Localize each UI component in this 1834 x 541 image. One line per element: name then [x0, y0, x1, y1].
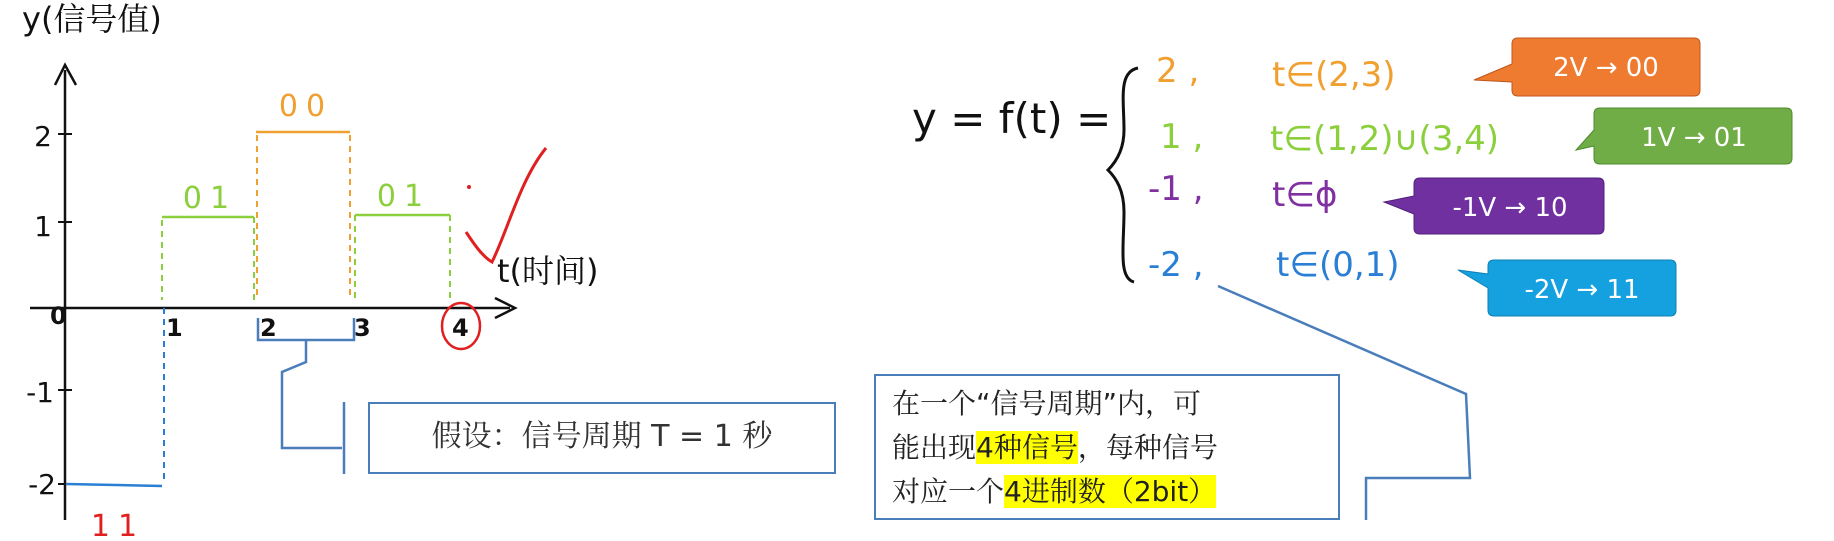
- y-tick-minus1: -1: [26, 376, 54, 409]
- y-tick-2: 2: [34, 120, 52, 153]
- callout-minus2v: [1458, 260, 1676, 316]
- case-value-1: 1 ,: [1160, 117, 1204, 157]
- y-tick-minus2: -2: [28, 468, 56, 501]
- assumption-text: 假设：信号周期 T = 1 秒: [431, 419, 773, 454]
- t-tick-1: 1: [166, 314, 183, 342]
- callout-2v-text: 2V → 00: [1553, 53, 1659, 83]
- note-highlight-4-signals: 4种信号: [976, 431, 1078, 464]
- note-line-2-pre: 能出现: [892, 431, 977, 464]
- callout-2v: [1474, 38, 1700, 96]
- note-line-1: 在一个“信号周期”内，可: [892, 387, 1202, 420]
- case-cond-minus1: t∈ϕ: [1272, 175, 1338, 215]
- note-highlight-quaternary: 4进制数（2bit）: [1004, 475, 1217, 508]
- note-line-3: [892, 470, 1338, 514]
- t-tick-3: 3: [354, 314, 371, 342]
- callout-minus1v: [1384, 178, 1604, 234]
- note-box: [874, 374, 1340, 520]
- callout-1v-text: 1V → 01: [1641, 123, 1747, 153]
- equation-lhs: y = f(t) =: [912, 94, 1112, 143]
- t-tick-2: 2: [260, 314, 277, 342]
- red-dot: [467, 185, 471, 189]
- segment-0-1: [66, 484, 162, 486]
- callout-1v: [1576, 108, 1792, 164]
- code-label-11: 11: [90, 509, 146, 541]
- note-line-3-pre: 对应一个: [892, 475, 1005, 508]
- check-mark-icon: [466, 148, 546, 262]
- callout-minus1v-text: -1V → 10: [1452, 193, 1568, 223]
- t-axis-label: t(时间): [497, 252, 599, 290]
- equation-cases: [1148, 51, 1499, 285]
- assumption-box: [368, 402, 836, 474]
- case-cond-2: t∈(2,3): [1272, 55, 1396, 95]
- callout-minus2v-text: -2V → 11: [1524, 275, 1640, 305]
- code-label-01-b: 01: [376, 179, 432, 214]
- equation-brace: [1108, 68, 1138, 282]
- t-tick-0: 0: [50, 302, 67, 330]
- code-label-00: 00: [278, 89, 334, 124]
- y-axis-label: y(信号值): [22, 0, 162, 38]
- case-cond-1: t∈(1,2)∪(3,4): [1270, 119, 1500, 159]
- callouts: [1384, 38, 1792, 316]
- note-line-2: [892, 426, 1338, 470]
- case-value-minus1: -1 ,: [1148, 169, 1204, 209]
- case-value-minus2: -2 ,: [1148, 245, 1204, 285]
- case-value-2: 2 ,: [1156, 51, 1200, 91]
- y-tick-1: 1: [34, 210, 52, 243]
- note-line-2-post: ，每种信号: [1077, 431, 1218, 464]
- case-cond-minus2: t∈(0,1): [1276, 245, 1400, 285]
- code-label-01-a: 01: [182, 181, 238, 216]
- t-tick-4: 4: [452, 314, 469, 342]
